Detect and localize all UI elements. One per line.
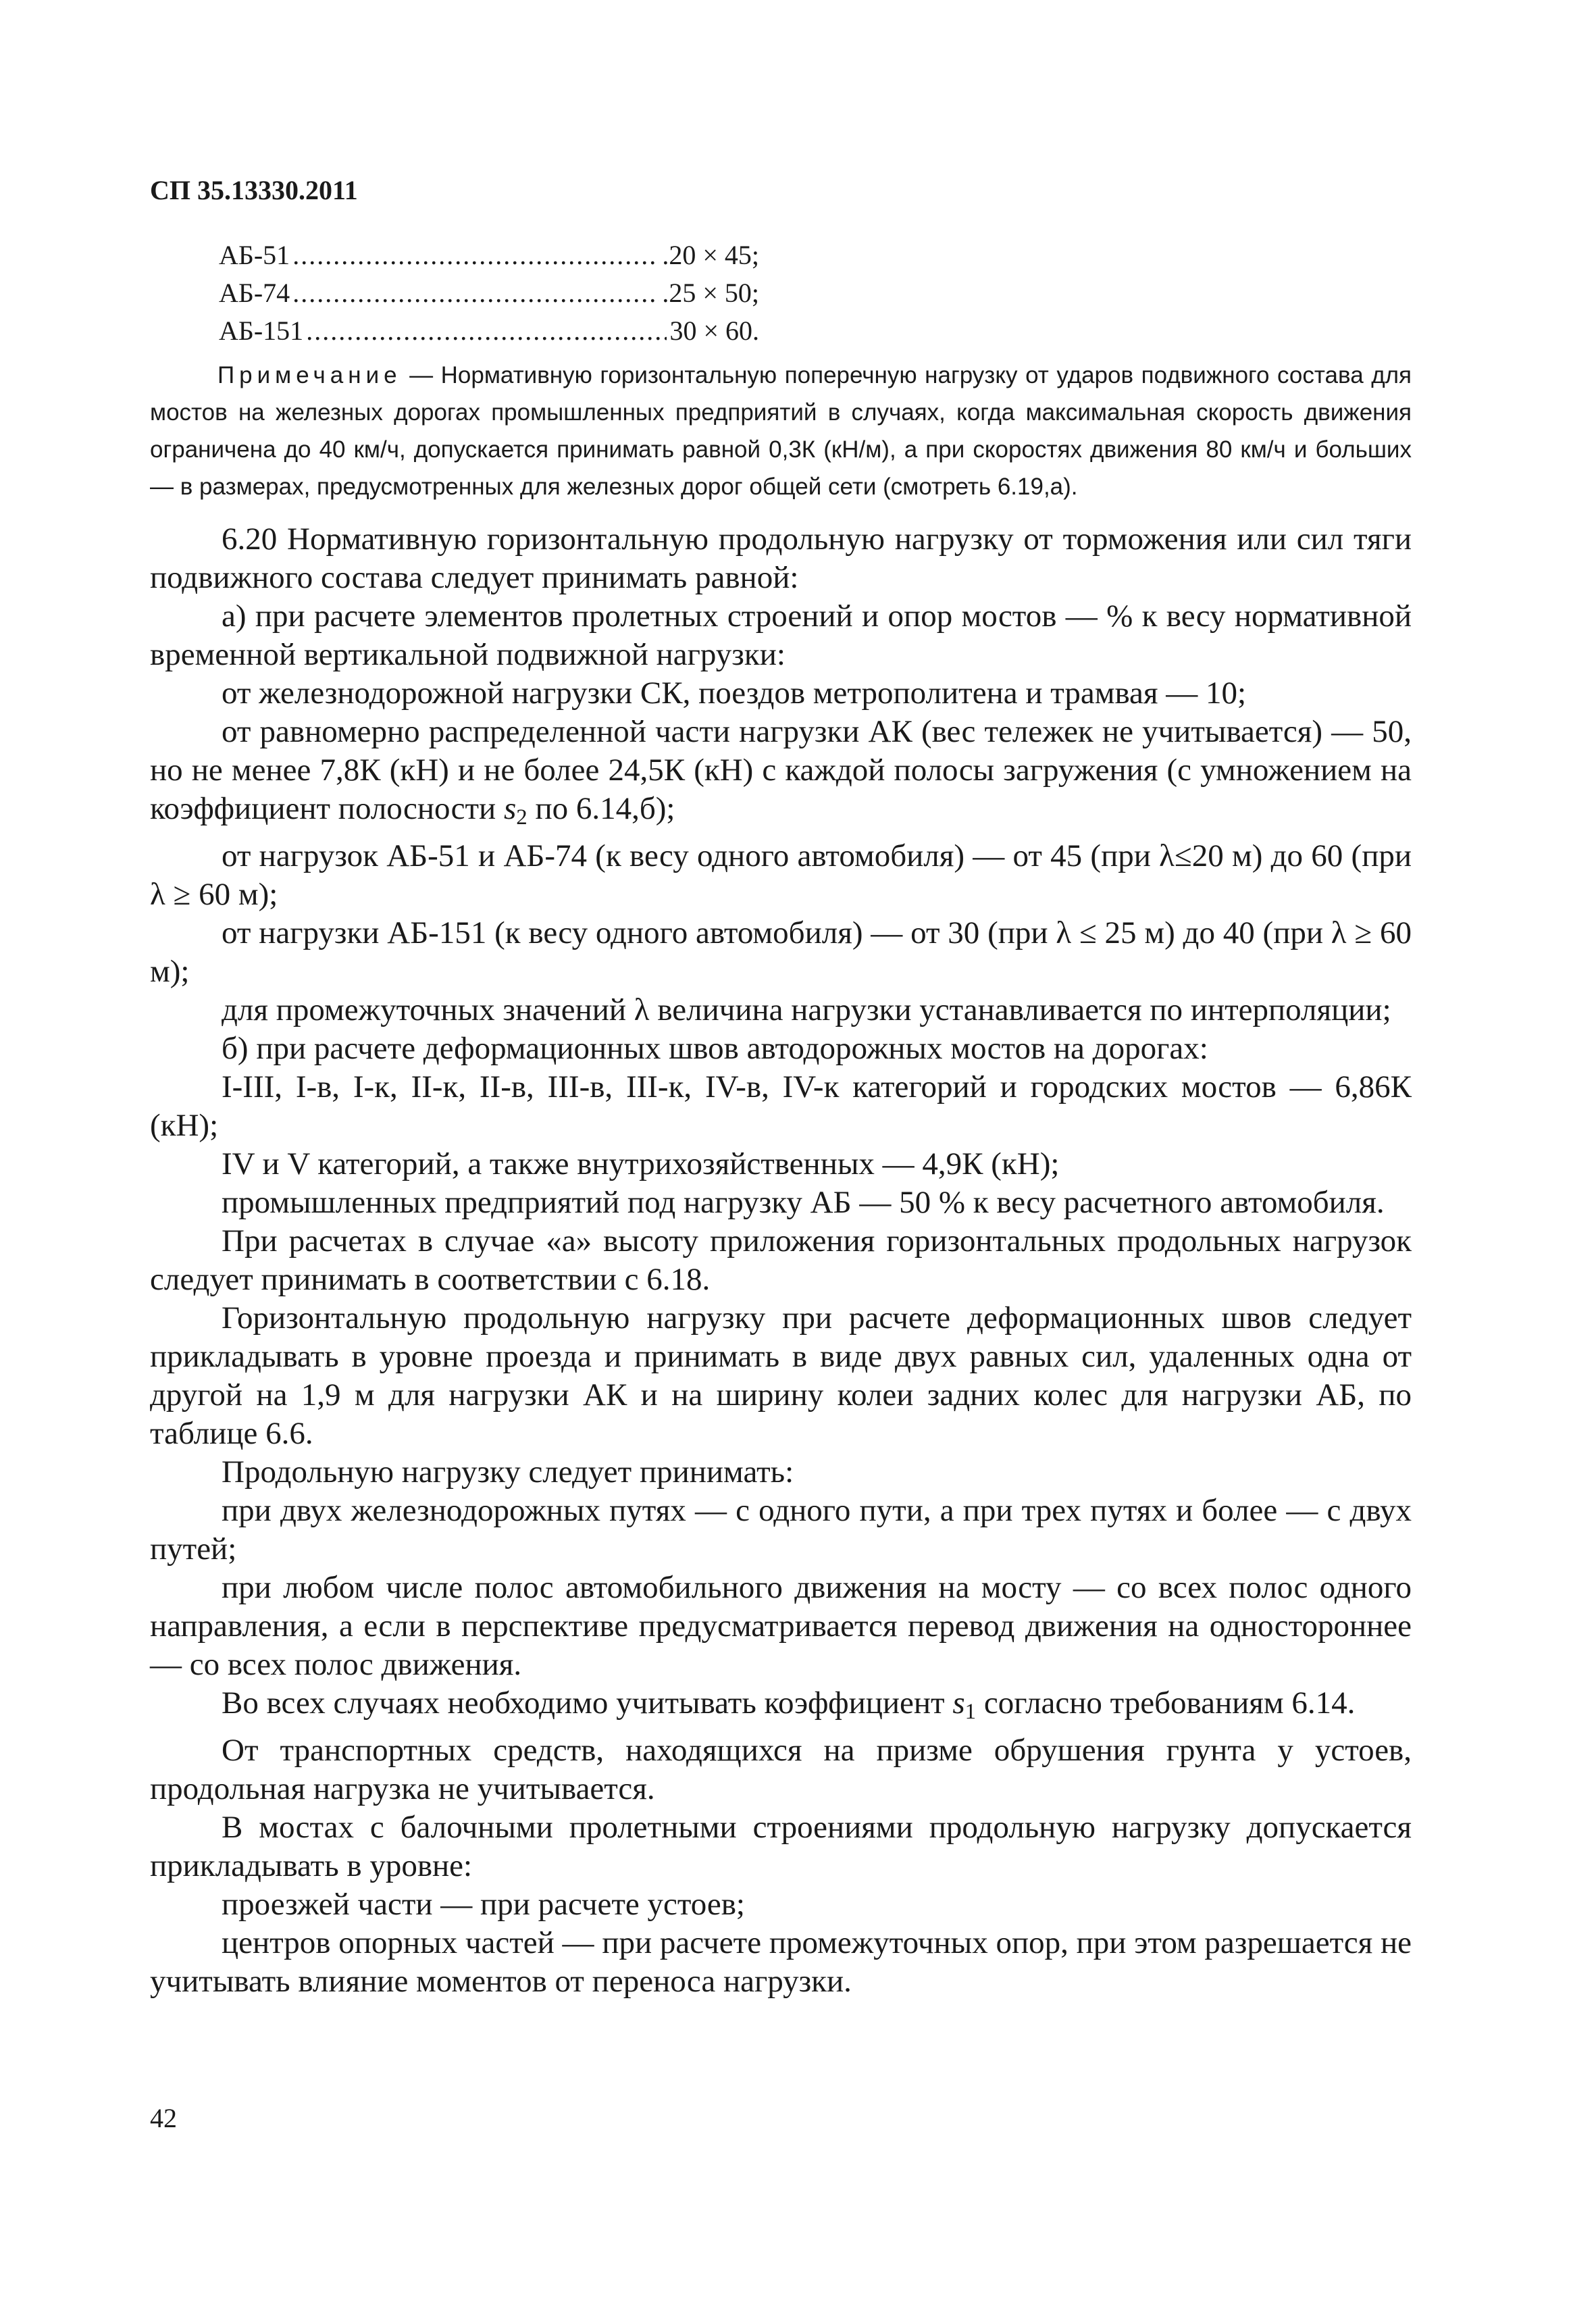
paragraph: При расчетах в случае «а» высоту приложения горизонтальных продольных нагрузок следует принимать в соответствии с 6.18. [150, 1223, 1412, 1298]
paragraph: б) при расчете деформационных швов автодорожных мостов на дорогах: [222, 1031, 1208, 1067]
list-item [219, 312, 759, 350]
paragraph: Продольную нагрузку следует принимать: [222, 1454, 794, 1490]
paragraph: от нагрузки АБ-151 (к весу одного автомобиля) — от 30 (при λ ≤ 25 м) до 40 (при λ ≥ 60 м); [150, 915, 1412, 990]
paragraph: I-III, I-в, I-к, II-к, II-в, III-в, III-к, IV-в, IV-к категорий и городских мостов — 6,86К (кН); [150, 1069, 1412, 1144]
paragraph: Горизонтальную продольную нагрузку при расчете деформационных швов следует прикладывать в уровне проезда и принимать в виде двух равных сил, удаленных одна от другой на 1,9 м для нагрузки АК и на ширину колеи задних колес для нагрузки АБ, по таблице 6.6. [150, 1300, 1412, 1452]
load-dimension-value: 30 × 60. [669, 315, 759, 346]
load-dimension-value: .20 × 45; [662, 240, 759, 270]
note-block [150, 357, 1412, 505]
paragraph: от железнодорожной нагрузки СК, поездов метрополитена и трамвая — 10; [222, 676, 1247, 711]
section-paragraph: 6.20 Нормативную горизонтальную продольную нагрузку от торможения или сил тяги подвижного состава следует принимать равной: [150, 522, 1412, 595]
dot-leader [292, 236, 659, 274]
coefficient-symbol: s [952, 1685, 965, 1721]
paragraph: центров опорных частей — при расчете промежуточных опор, при этом разрешается не учитывать влияние моментов от переноса нагрузки. [150, 1925, 1412, 2000]
load-dimensions-list [219, 236, 759, 350]
page-number: 42 [150, 2103, 177, 2133]
paragraph: при двух железнодорожных путях — с одного пути, а при трех путях и более — с двух путей; [150, 1493, 1412, 1567]
coefficient-subscript: 1 [964, 1700, 977, 1725]
list-item [219, 236, 759, 274]
paragraph: промышленных предприятий под нагрузку АБ — 50 % к весу расчетного автомобиля. [222, 1185, 1385, 1221]
note-label: Примечание [217, 362, 402, 388]
paragraph-ak-load [150, 713, 1412, 837]
coefficient-subscript: 2 [516, 805, 527, 830]
paragraph: для промежуточных значений λ величина нагрузки устанавливается по интерполяции; [222, 992, 1391, 1028]
body-text [150, 520, 1412, 2001]
load-class-name: АБ-151 [219, 315, 304, 346]
paragraph: при любом числе полос автомобильного движения на мосту — со всех полос одного направления, а если в перспективе предусматривается перевод движения на одностороннее — со всех полос движения. [150, 1570, 1412, 1683]
coefficient-symbol: s [503, 791, 517, 826]
paragraph: IV и V категорий, а также внутрихозяйственных — 4,9К (кН); [222, 1146, 1060, 1182]
paragraph-text: согласно требованиям 6.14. [976, 1685, 1356, 1721]
load-dimension-value: .25 × 50; [662, 278, 759, 308]
paragraph: В мостах с балочными пролетными строениями продольную нагрузку допускается прикладывать в уровне: [150, 1810, 1412, 1884]
paragraph-text: по 6.14,б); [527, 791, 675, 826]
document-code-header: СП 35.13330.2011 [150, 175, 358, 205]
load-class-name: АБ-51 [219, 240, 290, 270]
paragraph: проезжей части — при расчете устоев; [222, 1887, 745, 1923]
list-item [219, 274, 759, 312]
paragraph: а) при расчете элементов пролетных строений и опор мостов — % к весу нормативной временной вертикальной подвижной нагрузки: [150, 599, 1412, 672]
load-class-name: АБ-74 [219, 278, 290, 308]
paragraph-text: Во всех случаях необходимо учитывать коэффициент [222, 1685, 953, 1721]
paragraph: от нагрузок АБ-51 и АБ-74 (к весу одного автомобиля) — от 45 (при λ≤20 м) до 60 (при λ ≥ 60 м); [150, 838, 1412, 913]
paragraph: От транспортных средств, находящихся на призме обрушения грунта у устоев, продольная нагрузка не учитывается. [150, 1733, 1412, 1807]
paragraph-text: от равномерно распределенной части нагрузки АК (вес тележек не учитывается) — 50, но не менее 7,8К (кН) и не более 24,5К (кН) с каждой полосы загружения (с умножением на коэффициент полосности [150, 714, 1412, 826]
note-text: — Нормативную горизонтальную поперечную нагрузку от ударов подвижного состава для мостов на железных дорогах промышленных предприятий в случаях, когда максимальная скорость движения ограничена до 40 км/ч, допускается принимать равной 0,3К (кН/м), а при скоростях движения 80 км/ч и больших — в размерах, предусмотренных для железных дорог общей сети (смотреть 6.19,а). [150, 362, 1412, 500]
dot-leader [306, 312, 667, 350]
paragraph-s1-coefficient [150, 1684, 1412, 1731]
dot-leader [292, 274, 659, 312]
